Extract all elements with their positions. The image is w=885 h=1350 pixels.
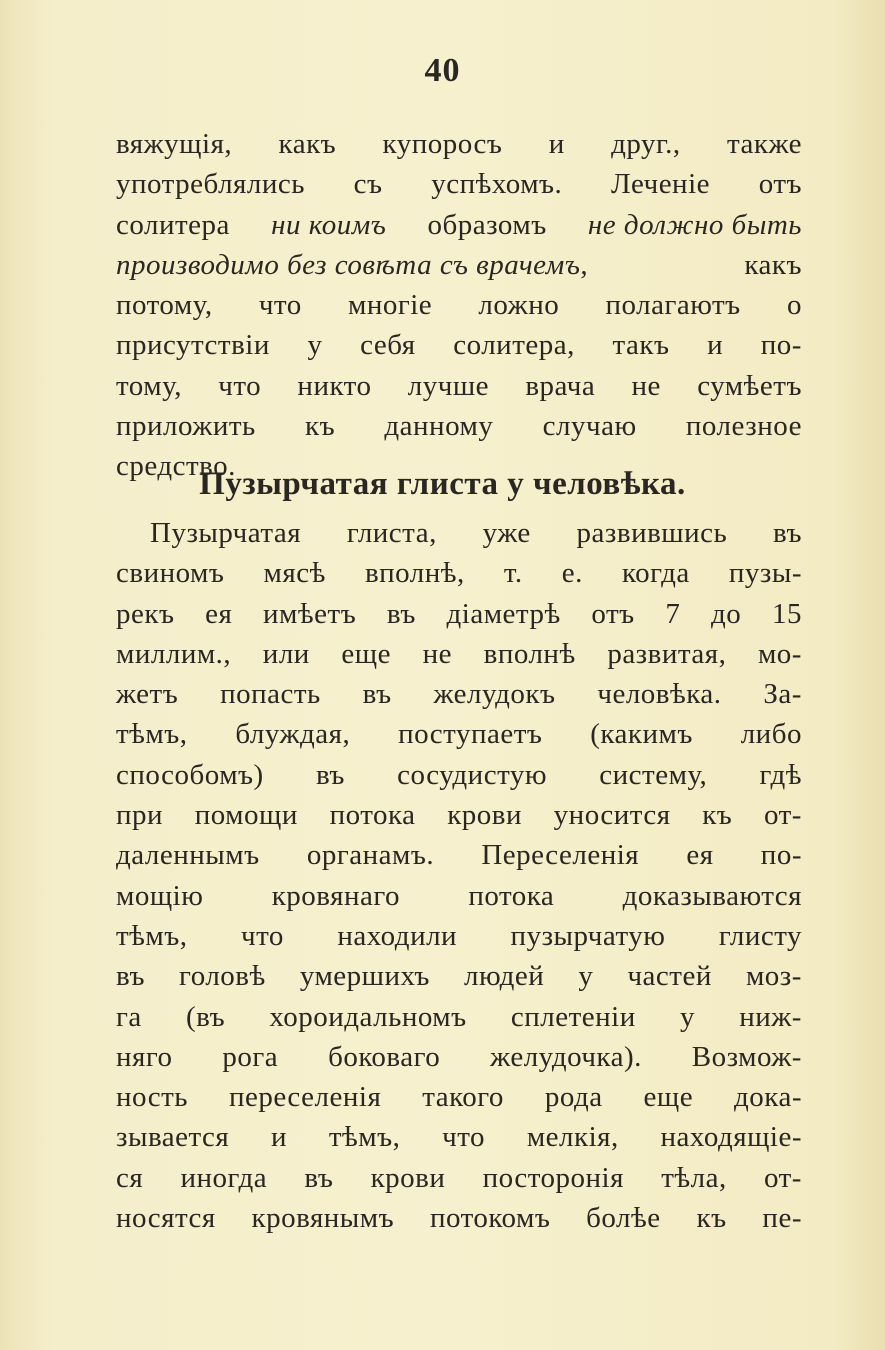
word: успѣхомъ. bbox=[431, 168, 563, 201]
text-line bbox=[116, 406, 802, 446]
word: въ bbox=[362, 678, 392, 711]
word: от- bbox=[763, 1161, 802, 1194]
word: о bbox=[786, 289, 802, 322]
word: у bbox=[307, 329, 323, 362]
word: образомъ bbox=[427, 208, 547, 241]
word: глисту bbox=[718, 919, 802, 952]
word: не должно быть bbox=[587, 208, 802, 241]
word: е. bbox=[561, 557, 583, 590]
word: что bbox=[218, 369, 262, 402]
word: вяжущія, bbox=[116, 128, 233, 160]
word: имѣетъ bbox=[263, 597, 357, 630]
word: свиномъ bbox=[116, 557, 225, 590]
word: къ bbox=[305, 410, 336, 443]
word: от- bbox=[763, 799, 802, 832]
word: сосудистую bbox=[397, 758, 548, 791]
word: сумѣетъ bbox=[697, 369, 802, 402]
word: ни коимъ bbox=[271, 208, 387, 241]
word: (какимъ bbox=[590, 718, 693, 751]
text-line bbox=[116, 124, 802, 164]
text-line bbox=[116, 997, 802, 1037]
word: рога bbox=[222, 1040, 279, 1073]
word: отъ bbox=[591, 597, 635, 630]
word: тѣмъ, bbox=[116, 718, 188, 751]
text-line bbox=[116, 594, 802, 634]
word: мо- bbox=[757, 637, 802, 670]
word: т. bbox=[503, 557, 523, 590]
word: по- bbox=[760, 839, 802, 872]
word: купоросъ bbox=[382, 128, 503, 160]
word: блуждая, bbox=[235, 718, 351, 751]
text-line bbox=[116, 325, 802, 365]
word: (въ bbox=[186, 1000, 226, 1033]
word: полагаютъ bbox=[605, 289, 741, 322]
word: ея bbox=[205, 597, 233, 630]
word: вполнѣ bbox=[483, 637, 576, 670]
word: случаю bbox=[542, 410, 637, 443]
text-line bbox=[116, 835, 802, 875]
word: гдѣ bbox=[759, 758, 802, 791]
text-line bbox=[116, 285, 802, 325]
word: тѣмъ, bbox=[328, 1121, 401, 1154]
word: мелкія, bbox=[526, 1121, 619, 1154]
word: присутствіи bbox=[116, 329, 270, 362]
paragraph-solitaire-treatment bbox=[116, 124, 802, 487]
word: солитера, bbox=[453, 329, 575, 362]
word: ся bbox=[116, 1161, 144, 1194]
word: потока bbox=[468, 879, 555, 912]
word: Переселенія bbox=[481, 839, 640, 872]
word: либо bbox=[740, 718, 802, 751]
text-line bbox=[116, 714, 802, 754]
word: и bbox=[548, 128, 565, 160]
word: сплетеніи bbox=[510, 1000, 636, 1033]
word: въ bbox=[773, 517, 802, 549]
word: ложно bbox=[478, 289, 560, 322]
word: себя bbox=[360, 329, 416, 362]
word: зывается bbox=[116, 1121, 230, 1154]
text-line bbox=[116, 876, 802, 916]
text-line bbox=[116, 674, 802, 714]
word: въ bbox=[386, 597, 416, 630]
word: къ bbox=[702, 799, 733, 832]
word: употреблялись bbox=[116, 168, 305, 201]
text-line bbox=[116, 164, 802, 204]
word: находящіе- bbox=[660, 1121, 802, 1154]
word: дока- bbox=[734, 1081, 802, 1114]
word: 7 bbox=[665, 597, 681, 630]
word: рекъ bbox=[116, 597, 175, 630]
word: даленнымъ bbox=[116, 839, 260, 872]
word: боковаго bbox=[328, 1040, 441, 1073]
word: человѣка. bbox=[597, 678, 722, 711]
word: при bbox=[116, 799, 164, 832]
word: , bbox=[580, 248, 589, 281]
text-line bbox=[116, 1037, 802, 1077]
word: жетъ bbox=[116, 678, 179, 711]
word: иногда bbox=[180, 1161, 268, 1194]
word: уносится bbox=[553, 799, 671, 832]
word: ность bbox=[116, 1081, 189, 1114]
word: не bbox=[631, 369, 661, 402]
word: тѣла, bbox=[661, 1161, 727, 1194]
word: по- bbox=[760, 329, 802, 362]
word: За- bbox=[763, 678, 802, 711]
word: у bbox=[679, 1000, 695, 1033]
word: и bbox=[271, 1121, 288, 1154]
word: болѣе bbox=[586, 1202, 661, 1235]
text-line bbox=[116, 916, 802, 956]
word: га bbox=[116, 1000, 142, 1033]
word: посторонія bbox=[482, 1161, 624, 1194]
word: доказываются bbox=[622, 879, 802, 912]
word: уже bbox=[482, 517, 531, 549]
word: потому, bbox=[116, 289, 213, 322]
word: способомъ) bbox=[116, 758, 264, 791]
word: поступаетъ bbox=[398, 718, 543, 751]
word: средство. bbox=[116, 450, 236, 483]
word: пузырчатую bbox=[510, 919, 666, 952]
word: съ bbox=[353, 168, 383, 201]
word: ея bbox=[686, 839, 714, 872]
word: ниж- bbox=[739, 1000, 802, 1033]
word: какъ bbox=[744, 248, 802, 281]
word: тому, bbox=[116, 369, 182, 402]
word: помощи bbox=[194, 799, 298, 832]
word: вполнѣ, bbox=[364, 557, 465, 590]
word: пе- bbox=[762, 1202, 802, 1235]
word: мясѣ bbox=[263, 557, 326, 590]
word: еще bbox=[341, 637, 391, 670]
word: рода bbox=[544, 1081, 603, 1114]
word: данному bbox=[384, 410, 494, 443]
word: Пузырчатая bbox=[150, 517, 302, 549]
text-line bbox=[116, 513, 802, 553]
word: частей bbox=[627, 960, 712, 993]
word: желудокъ bbox=[433, 678, 556, 711]
word: потокомъ bbox=[429, 1202, 551, 1235]
text-line bbox=[116, 1077, 802, 1117]
word: мощію bbox=[116, 879, 204, 912]
word: такъ bbox=[612, 329, 670, 362]
word: врача bbox=[525, 369, 596, 402]
word: приложить bbox=[116, 410, 256, 443]
word: никто bbox=[297, 369, 372, 402]
word: такого bbox=[422, 1081, 504, 1114]
word: до bbox=[711, 597, 742, 630]
word: тѣмъ, bbox=[116, 919, 188, 952]
word: людей bbox=[464, 960, 545, 993]
word: органамъ. bbox=[306, 839, 435, 872]
text-line bbox=[116, 553, 802, 593]
word: въ bbox=[315, 758, 345, 791]
word: переселенія bbox=[228, 1081, 382, 1114]
word: что bbox=[258, 289, 302, 322]
word: находили bbox=[337, 919, 458, 952]
word: хороидальномъ bbox=[269, 1000, 467, 1033]
text-line bbox=[116, 1158, 802, 1198]
word: развившись bbox=[576, 517, 728, 549]
word: пузы- bbox=[728, 557, 802, 590]
word: что bbox=[442, 1121, 486, 1154]
word: миллим., bbox=[116, 637, 232, 670]
word: умершихъ bbox=[299, 960, 430, 993]
word: кровянымъ bbox=[251, 1202, 395, 1235]
word: когда bbox=[622, 557, 690, 590]
word: производимо без совѣта съ врачемъ bbox=[116, 248, 581, 281]
word: головѣ bbox=[179, 960, 266, 993]
word: еще bbox=[643, 1081, 694, 1114]
word: также bbox=[726, 128, 802, 160]
text-line bbox=[116, 795, 802, 835]
word: какъ bbox=[278, 128, 337, 160]
paragraph-bladder-worm bbox=[116, 513, 802, 1238]
text-line bbox=[116, 205, 802, 245]
text-line bbox=[116, 366, 802, 406]
word: многіе bbox=[347, 289, 433, 322]
word: желудочка). bbox=[490, 1040, 642, 1073]
word: систему, bbox=[599, 758, 708, 791]
word: кровянаго bbox=[271, 879, 401, 912]
word: и bbox=[707, 329, 724, 362]
word: въ bbox=[304, 1161, 334, 1194]
word-group bbox=[116, 245, 588, 285]
word: въ bbox=[116, 960, 145, 993]
word: попасть bbox=[220, 678, 321, 711]
text-line bbox=[116, 245, 802, 285]
word: Леченіе bbox=[610, 168, 711, 201]
word: няго bbox=[116, 1040, 173, 1073]
word: отъ bbox=[758, 168, 802, 201]
text-line bbox=[116, 755, 802, 795]
word: или bbox=[262, 637, 310, 670]
word: солитера bbox=[116, 208, 230, 241]
word: полезное bbox=[685, 410, 802, 443]
word: 15 bbox=[771, 597, 802, 630]
text-line bbox=[116, 634, 802, 674]
word: не bbox=[422, 637, 453, 670]
word: моз- bbox=[745, 960, 802, 993]
text-line bbox=[116, 1117, 802, 1157]
word: лучше bbox=[407, 369, 490, 402]
word: крови bbox=[447, 799, 522, 832]
word: развитая, bbox=[607, 637, 727, 670]
page-number: 40 bbox=[424, 52, 461, 89]
section-heading: Пузырчатая глиста у человѣка. bbox=[199, 466, 686, 502]
word: Возмож- bbox=[691, 1040, 802, 1073]
word: у bbox=[578, 960, 594, 993]
text-line bbox=[116, 1198, 802, 1238]
word: діаметрѣ bbox=[446, 597, 561, 630]
word: глиста, bbox=[346, 517, 437, 549]
word: къ bbox=[696, 1202, 727, 1235]
word: потока bbox=[329, 799, 416, 832]
text-line bbox=[116, 956, 802, 996]
word: крови bbox=[370, 1161, 446, 1194]
word: друг., bbox=[611, 128, 681, 160]
word: носятся bbox=[116, 1202, 216, 1235]
word: что bbox=[241, 919, 284, 952]
